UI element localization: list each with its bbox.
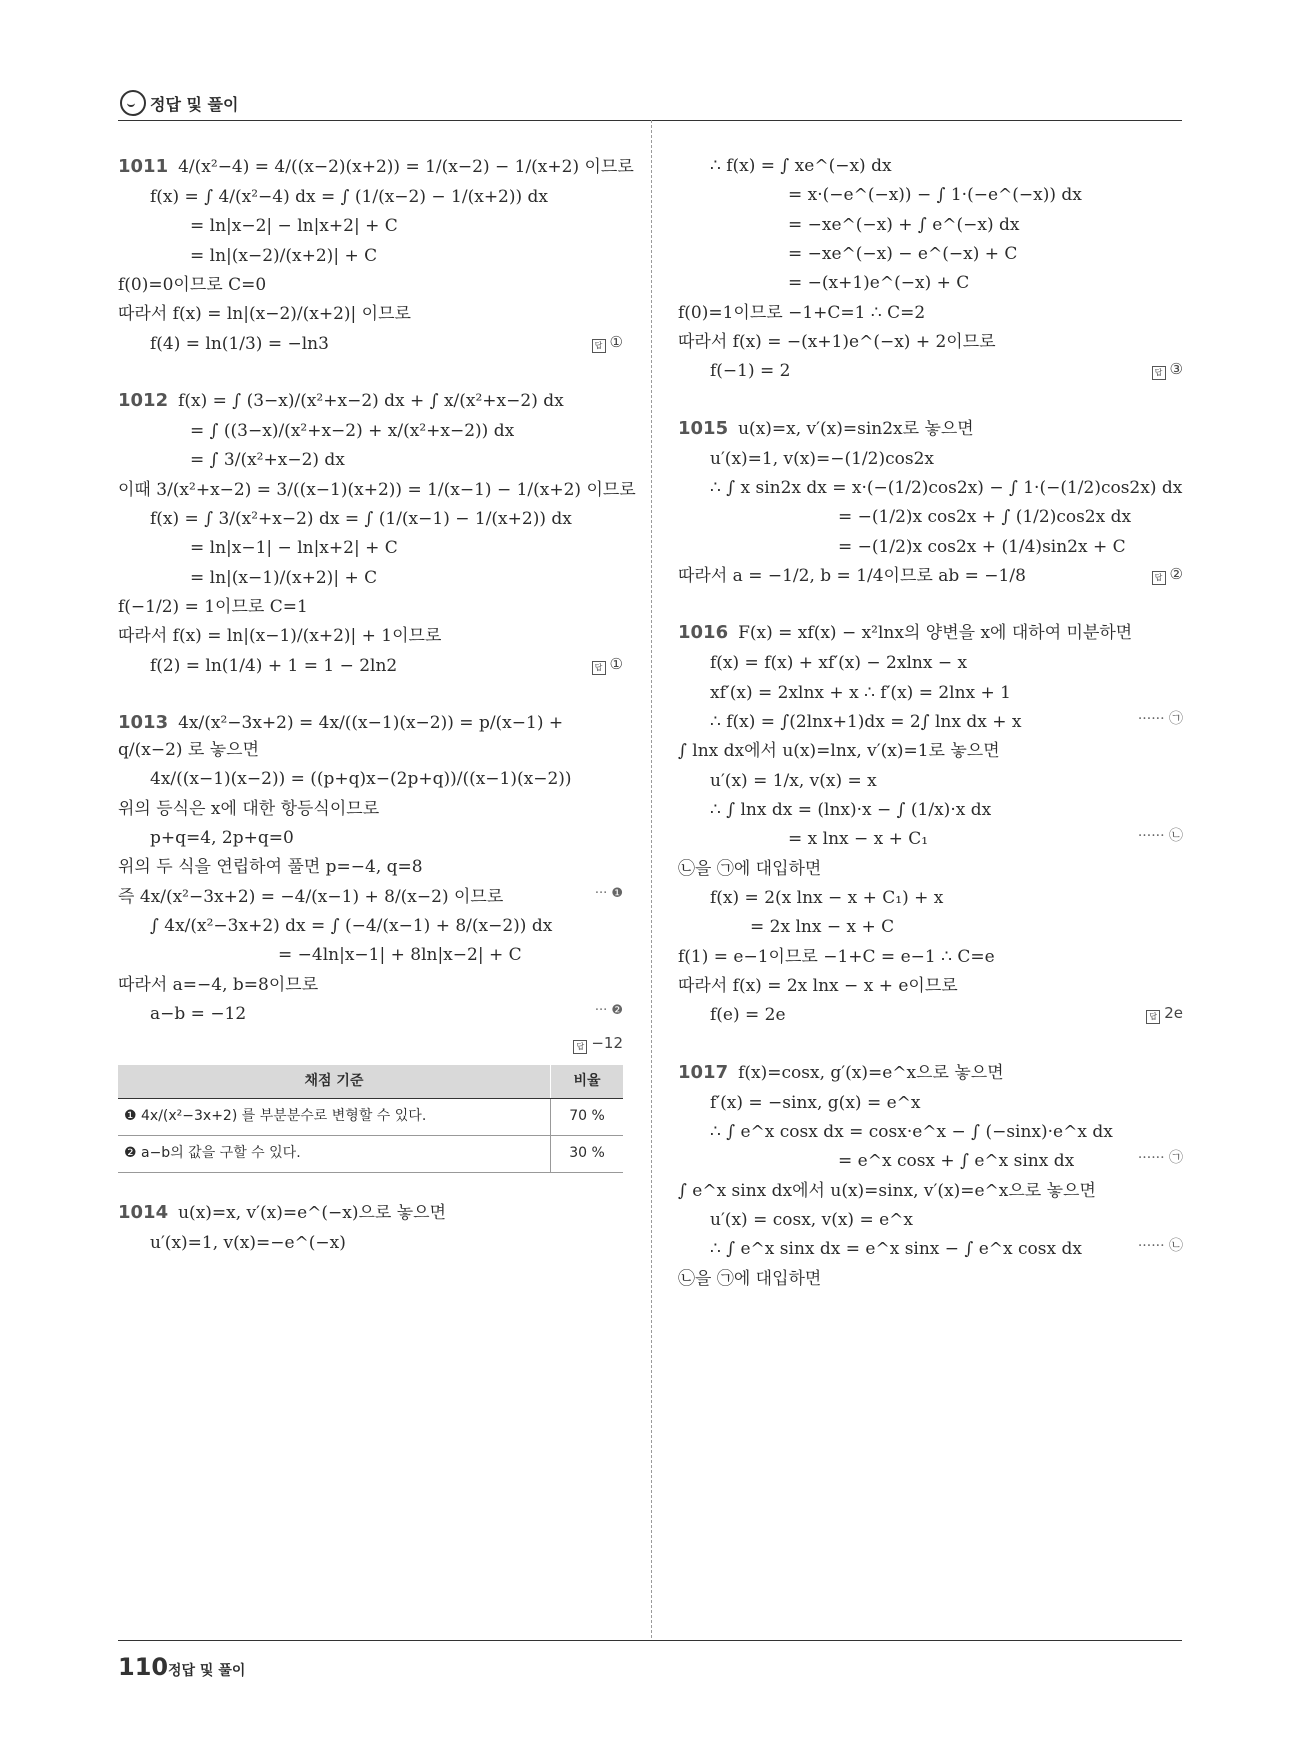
solution-line: f(x) = ∫ 3/(x²+x−2) dx = ∫ (1/(x−1) − 1/(x+2)) dx [150,508,572,529]
solution-line: = −(1/2)x cos2x + (1/4)sin2x + C [838,536,1126,557]
solution-line: ∫ e^x sinx dx에서 u(x)=sinx, v′(x)=e^x으로 놓으면 [678,1180,1096,1201]
solution-line: 따라서 a = −1/2, b = 1/4이므로 ab = −1/8 [678,566,1026,587]
solution-line: = e^x cosx + ∫ e^x sinx dx [838,1151,1075,1172]
table-cell: ❶ 4x/(x²−3x+2) 를 부분분수로 변형할 수 있다. [118,1099,551,1136]
solution-line: = −(1/2)x cos2x + ∫ (1/2)cos2x dx [838,507,1132,528]
solution-line: = ln|x−2| − ln|x+2| + C [190,216,398,237]
equation-tag: ······ ㉡ [1137,1238,1183,1255]
answer-badge [592,653,623,676]
solution-line: f(0)=1이므로 −1+C=1 ∴ C=2 [678,302,926,323]
solution-line: = ∫ ((3−x)/(x²+x−2) + x/(x²+x−2)) dx [190,420,515,441]
table-cell: ❷ a−b의 값을 구할 수 있다. [118,1135,551,1172]
table-header-row [118,1065,623,1099]
solution-line: 4/(x²−4) = 4/((x−2)(x+2)) = 1/(x−2) − 1/(x+2) 이므로 [178,157,634,177]
solution-line: ∴ ∫ lnx dx = (lnx)·x − ∫ (1/x)·x dx [710,799,992,820]
problem-number: 1014 [118,1201,169,1223]
page-header [118,88,1182,121]
solution-line: 4x/((x−1)(x−2)) = ((p+q)x−(2p+q))/((x−1)(x−2)) [150,769,572,790]
solution-line: ∫ 4x/(x²−3x+2) dx = ∫ (−4/(x−1) + 8/(x−2)) dx [150,915,553,936]
solution-line: p+q=4, 2p+q=0 [150,827,294,848]
solution-line: = ln|x−1| − ln|x+2| + C [190,538,398,559]
answer-icon: 답 [573,1040,587,1054]
problem-number: 1016 [678,622,729,644]
answer-badge [1146,1002,1183,1025]
solution-line: F(x) = xf(x) − x²lnx의 양변을 x에 대하여 미분하면 [738,623,1133,644]
solution-line: u′(x) = cosx, v(x) = e^x [710,1209,913,1230]
answer-value: ② [1169,565,1183,584]
answer-icon: 답 [1152,571,1166,585]
solution-line: ∴ ∫ e^x cosx dx = cosx·e^x − ∫ (−sinx)·e^x dx [710,1121,1113,1142]
problem-1013 [118,709,623,1057]
answer-badge [573,1034,623,1052]
table-row [118,1099,623,1136]
equation-tag: ······ ㉡ [1137,828,1183,845]
answer-icon: 답 [592,339,606,353]
solution-line: f(−1/2) = 1이므로 C=1 [118,596,308,617]
problem-1011 [118,153,634,357]
answer-value: ③ [1169,360,1183,379]
solution-line: = −4ln|x−1| + 8ln|x−2| + C [278,945,522,966]
solution-line: 위의 등식은 x에 대한 항등식이므로 [118,798,380,819]
solution-line: = −(x+1)e^(−x) + C [788,273,970,294]
solution-line: = −xe^(−x) + ∫ e^(−x) dx [788,214,1020,235]
solution-line: u′(x) = 1/x, v(x) = x [710,770,877,791]
solution-line: f(−1) = 2 [710,361,791,382]
equation-tag: ······ ㉠ [1137,1150,1183,1167]
solution-line: 따라서 a=−4, b=8이므로 [118,974,319,995]
solution-line: 4x/(x²−3x+2) = 4x/((x−1)(x−2)) = p/(x−1) + q/(x−2) 로 놓으면 [118,712,564,760]
problem-1014-continued [678,153,1183,385]
solution-line: = ln|(x−2)/(x+2)| + C [190,245,378,266]
solution-line: f(e) = 2e [710,1005,786,1026]
solution-line: f(x) = ∫ 4/(x²−4) dx = ∫ (1/(x−2) − 1/(x+2)) dx [150,186,549,207]
solution-line: 따라서 f(x) = ln|(x−1)/(x+2)| + 1이므로 [118,626,442,647]
smiley-logo-icon [120,90,146,116]
solution-line: = ln|(x−1)/(x+2)| + C [190,567,378,588]
answer-value: ① [609,332,623,351]
solution-line: ㉡을 ㉠에 대입하면 [678,858,822,879]
problem-number: 1012 [118,389,169,411]
solution-line: f(x) = f(x) + xf′(x) − 2xlnx − x [710,653,968,674]
column-header: 채점 기준 [118,1065,551,1099]
left-column [118,150,636,1286]
solution-line: f(4) = ln(1/3) = −ln3 [150,333,329,354]
solution-line: 따라서 f(x) = 2x lnx − x + e이므로 [678,976,958,997]
solution-line: ∫ lnx dx에서 u(x)=lnx, v′(x)=1로 놓으면 [678,741,1000,762]
page-footer [118,1640,1182,1681]
problem-1015 [678,415,1183,590]
answer-value: ① [609,654,623,673]
grading-criteria-table [118,1065,623,1173]
problem-1017 [678,1059,1183,1292]
solution-line: 이때 3/(x²+x−2) = 3/((x−1)(x+2)) = 1/(x−1) − 1/(x+2) 이므로 [118,479,636,500]
step-marker: ··· ❷ [594,1002,623,1018]
solution-line: a−b = −12 [150,1003,247,1024]
equation-tag: ······ ㉠ [1137,710,1183,727]
problem-number: 1011 [118,156,169,177]
answer-value: 2e [1164,1004,1183,1023]
problem-1012 [118,387,636,679]
solution-line: xf′(x) = 2xlnx + x ∴ f′(x) = 2lnx + 1 [710,682,1011,703]
table-cell: 30 % [551,1135,624,1172]
header-title: 정답 및 풀이 [150,95,239,114]
solution-line: = x·(−e^(−x)) − ∫ 1·(−e^(−x)) dx [788,185,1082,206]
solution-line: u′(x)=1, v(x)=−e^(−x) [150,1232,346,1253]
answer-badge [592,331,623,354]
solution-line: f(x) = 2(x lnx − x + C₁) + x [710,888,944,908]
solution-line: f′(x) = −sinx, g(x) = e^x [710,1092,921,1113]
solution-line: f(x) = ∫ (3−x)/(x²+x−2) dx + ∫ x/(x²+x−2) dx [178,390,564,411]
step-marker: ··· ❶ [594,885,623,901]
right-column [678,150,1183,1322]
table-row [118,1135,623,1172]
solution-line: = 2x lnx − x + C [750,917,895,938]
solution-line: u(x)=x, v′(x)=e^(−x)으로 놓으면 [178,1202,447,1223]
solution-line: = ∫ 3/(x²+x−2) dx [190,450,345,471]
problem-1016 [678,619,1183,1028]
problem-number: 1013 [118,711,169,733]
solution-line: f(0)=0이므로 C=0 [118,274,267,295]
table-cell: 70 % [551,1099,624,1136]
solution-line: = x lnx − x + C₁ [788,829,929,850]
solution-line: u(x)=x, v′(x)=sin2x로 놓으면 [738,418,974,439]
column-divider [651,120,652,1638]
answer-badge [1152,358,1183,381]
solution-line: 위의 두 식을 연립하여 풀면 p=−4, q=8 [118,857,423,878]
solution-line: ∴ f(x) = ∫ xe^(−x) dx [710,156,892,176]
solution-line: f(x)=cosx, g′(x)=e^x으로 놓으면 [738,1062,1004,1083]
solution-line: f(2) = ln(1/4) + 1 = 1 − 2ln2 [150,655,398,676]
solution-line: 즉 4x/(x²−3x+2) = −4/(x−1) + 8/(x−2) 이므로 [118,886,504,907]
solution-line: 따라서 f(x) = −(x+1)e^(−x) + 2이므로 [678,332,996,353]
column-header: 비율 [551,1065,624,1099]
footer-title: 정답 및 풀이 [168,1663,246,1679]
answer-value: −12 [591,1034,623,1053]
problem-number: 1015 [678,417,729,439]
solution-line: ∴ f(x) = ∫(2lnx+1)dx = 2∫ lnx dx + x [710,711,1022,732]
problem-1014 [118,1199,623,1256]
answer-icon: 답 [1152,366,1166,380]
solution-line: u′(x)=1, v(x)=−(1/2)cos2x [710,448,934,469]
problem-number: 1017 [678,1061,729,1083]
solution-line: 따라서 f(x) = ln|(x−2)/(x+2)| 이므로 [118,304,411,325]
solution-line: = −xe^(−x) − e^(−x) + C [788,244,1018,265]
answer-icon: 답 [592,661,606,675]
solution-line: ㉡을 ㉠에 대입하면 [678,1268,822,1289]
page-number: 110 [118,1653,169,1681]
answer-icon: 답 [1146,1010,1160,1024]
solution-line: f(1) = e−1이므로 −1+C = e−1 ∴ C=e [678,946,995,967]
solution-line: ∴ ∫ e^x sinx dx = e^x sinx − ∫ e^x cosx dx [710,1239,1082,1260]
answer-badge [1152,563,1183,586]
solution-line: ∴ ∫ x sin2x dx = x·(−(1/2)cos2x) − ∫ 1·(−(1/2)cos2x) dx [710,477,1183,498]
